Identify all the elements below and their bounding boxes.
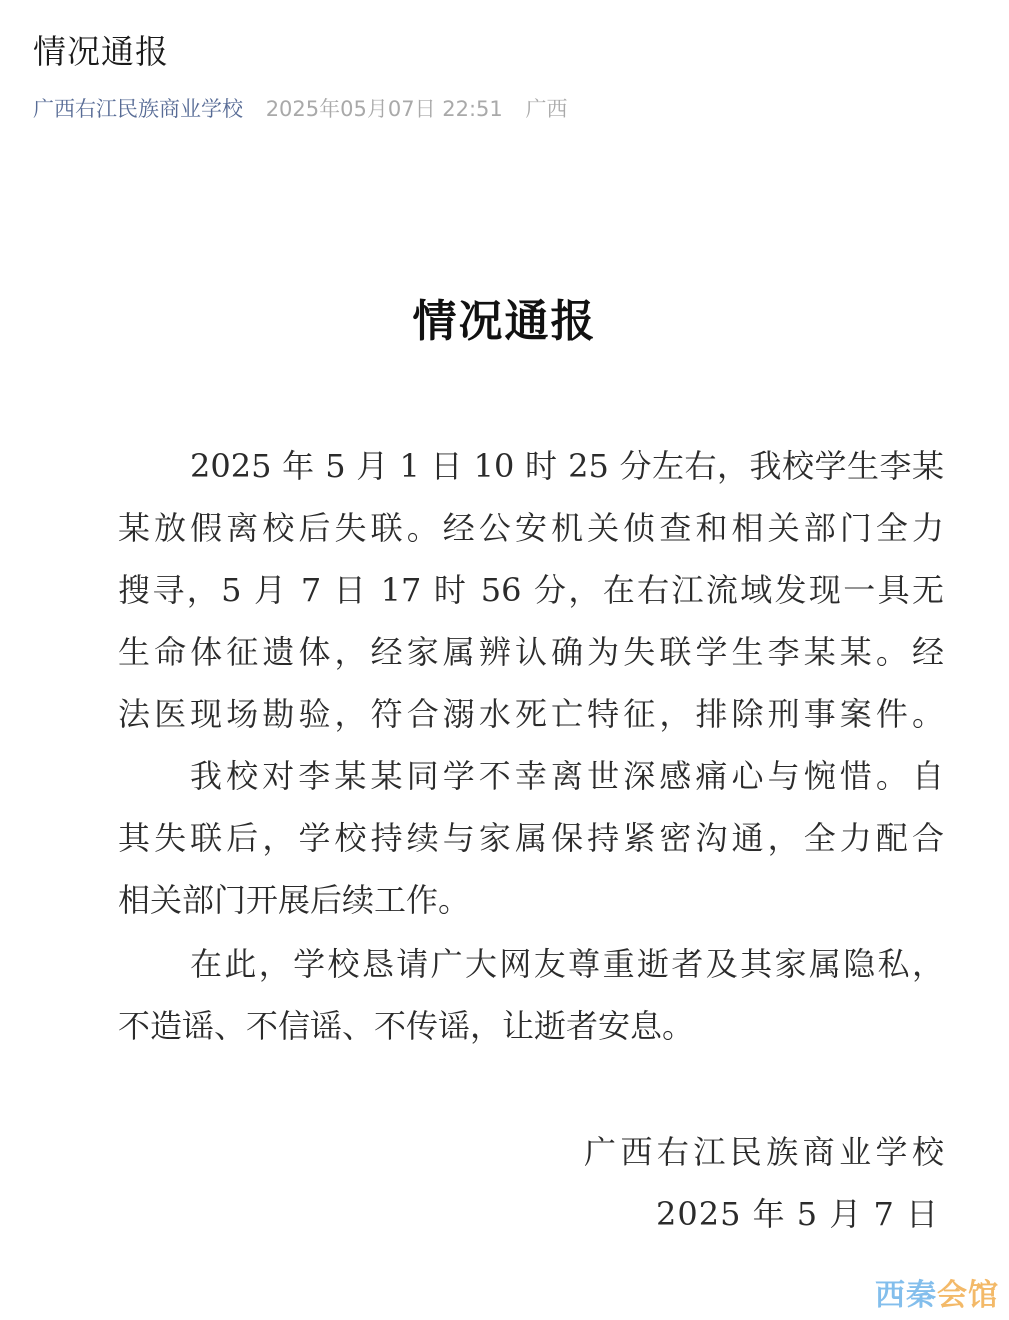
watermark-text-part1: 西秦 xyxy=(875,1278,937,1313)
publish-datetime: 2025年05月07日 22:51 xyxy=(265,97,503,121)
paragraph-line: 我校对李某某同学不幸离世深感痛心与惋惜。自 xyxy=(190,757,944,795)
publish-region: 广西 xyxy=(525,97,568,121)
account-name-link[interactable]: 广西右江民族商业学校 xyxy=(33,97,243,121)
watermark-logo xyxy=(875,1270,999,1314)
paragraph-line: 某放假离校后失联。经公安机关侦查和相关部门全力 xyxy=(118,509,944,547)
paragraph-line: 生命体征遗体，经家属辨认确为失联学生李某某。经 xyxy=(118,633,944,671)
signature-date: 2025 年 5 月 7 日 xyxy=(656,1195,940,1233)
signature-organization: 广西右江民族商业学校 xyxy=(584,1133,944,1171)
paragraph-line: 搜寻，5 月 7 日 17 时 56 分，在右江流域发现一具无 xyxy=(118,571,944,609)
paragraph-line: 不造谣、不信谣、不传谣，让逝者安息。 xyxy=(118,1007,695,1045)
paragraph-line: 相关部门开展后续工作。 xyxy=(118,881,471,919)
paragraph-line: 其失联后，学校持续与家属保持紧密沟通，全力配合 xyxy=(118,819,944,857)
paragraph-line: 在此，学校恳请广大网友尊重逝者及其家属隐私， xyxy=(190,945,944,983)
article-title: 情况通报 xyxy=(33,32,169,71)
paragraph-line: 2025 年 5 月 1 日 10 时 25 分左右，我校学生李某 xyxy=(190,447,944,485)
watermark-text-part2: 会馆 xyxy=(937,1278,999,1313)
notice-heading: 情况通报 xyxy=(412,296,597,347)
paragraph-line: 法医现场勘验，符合溺水死亡特征，排除刑事案件。 xyxy=(118,695,944,733)
